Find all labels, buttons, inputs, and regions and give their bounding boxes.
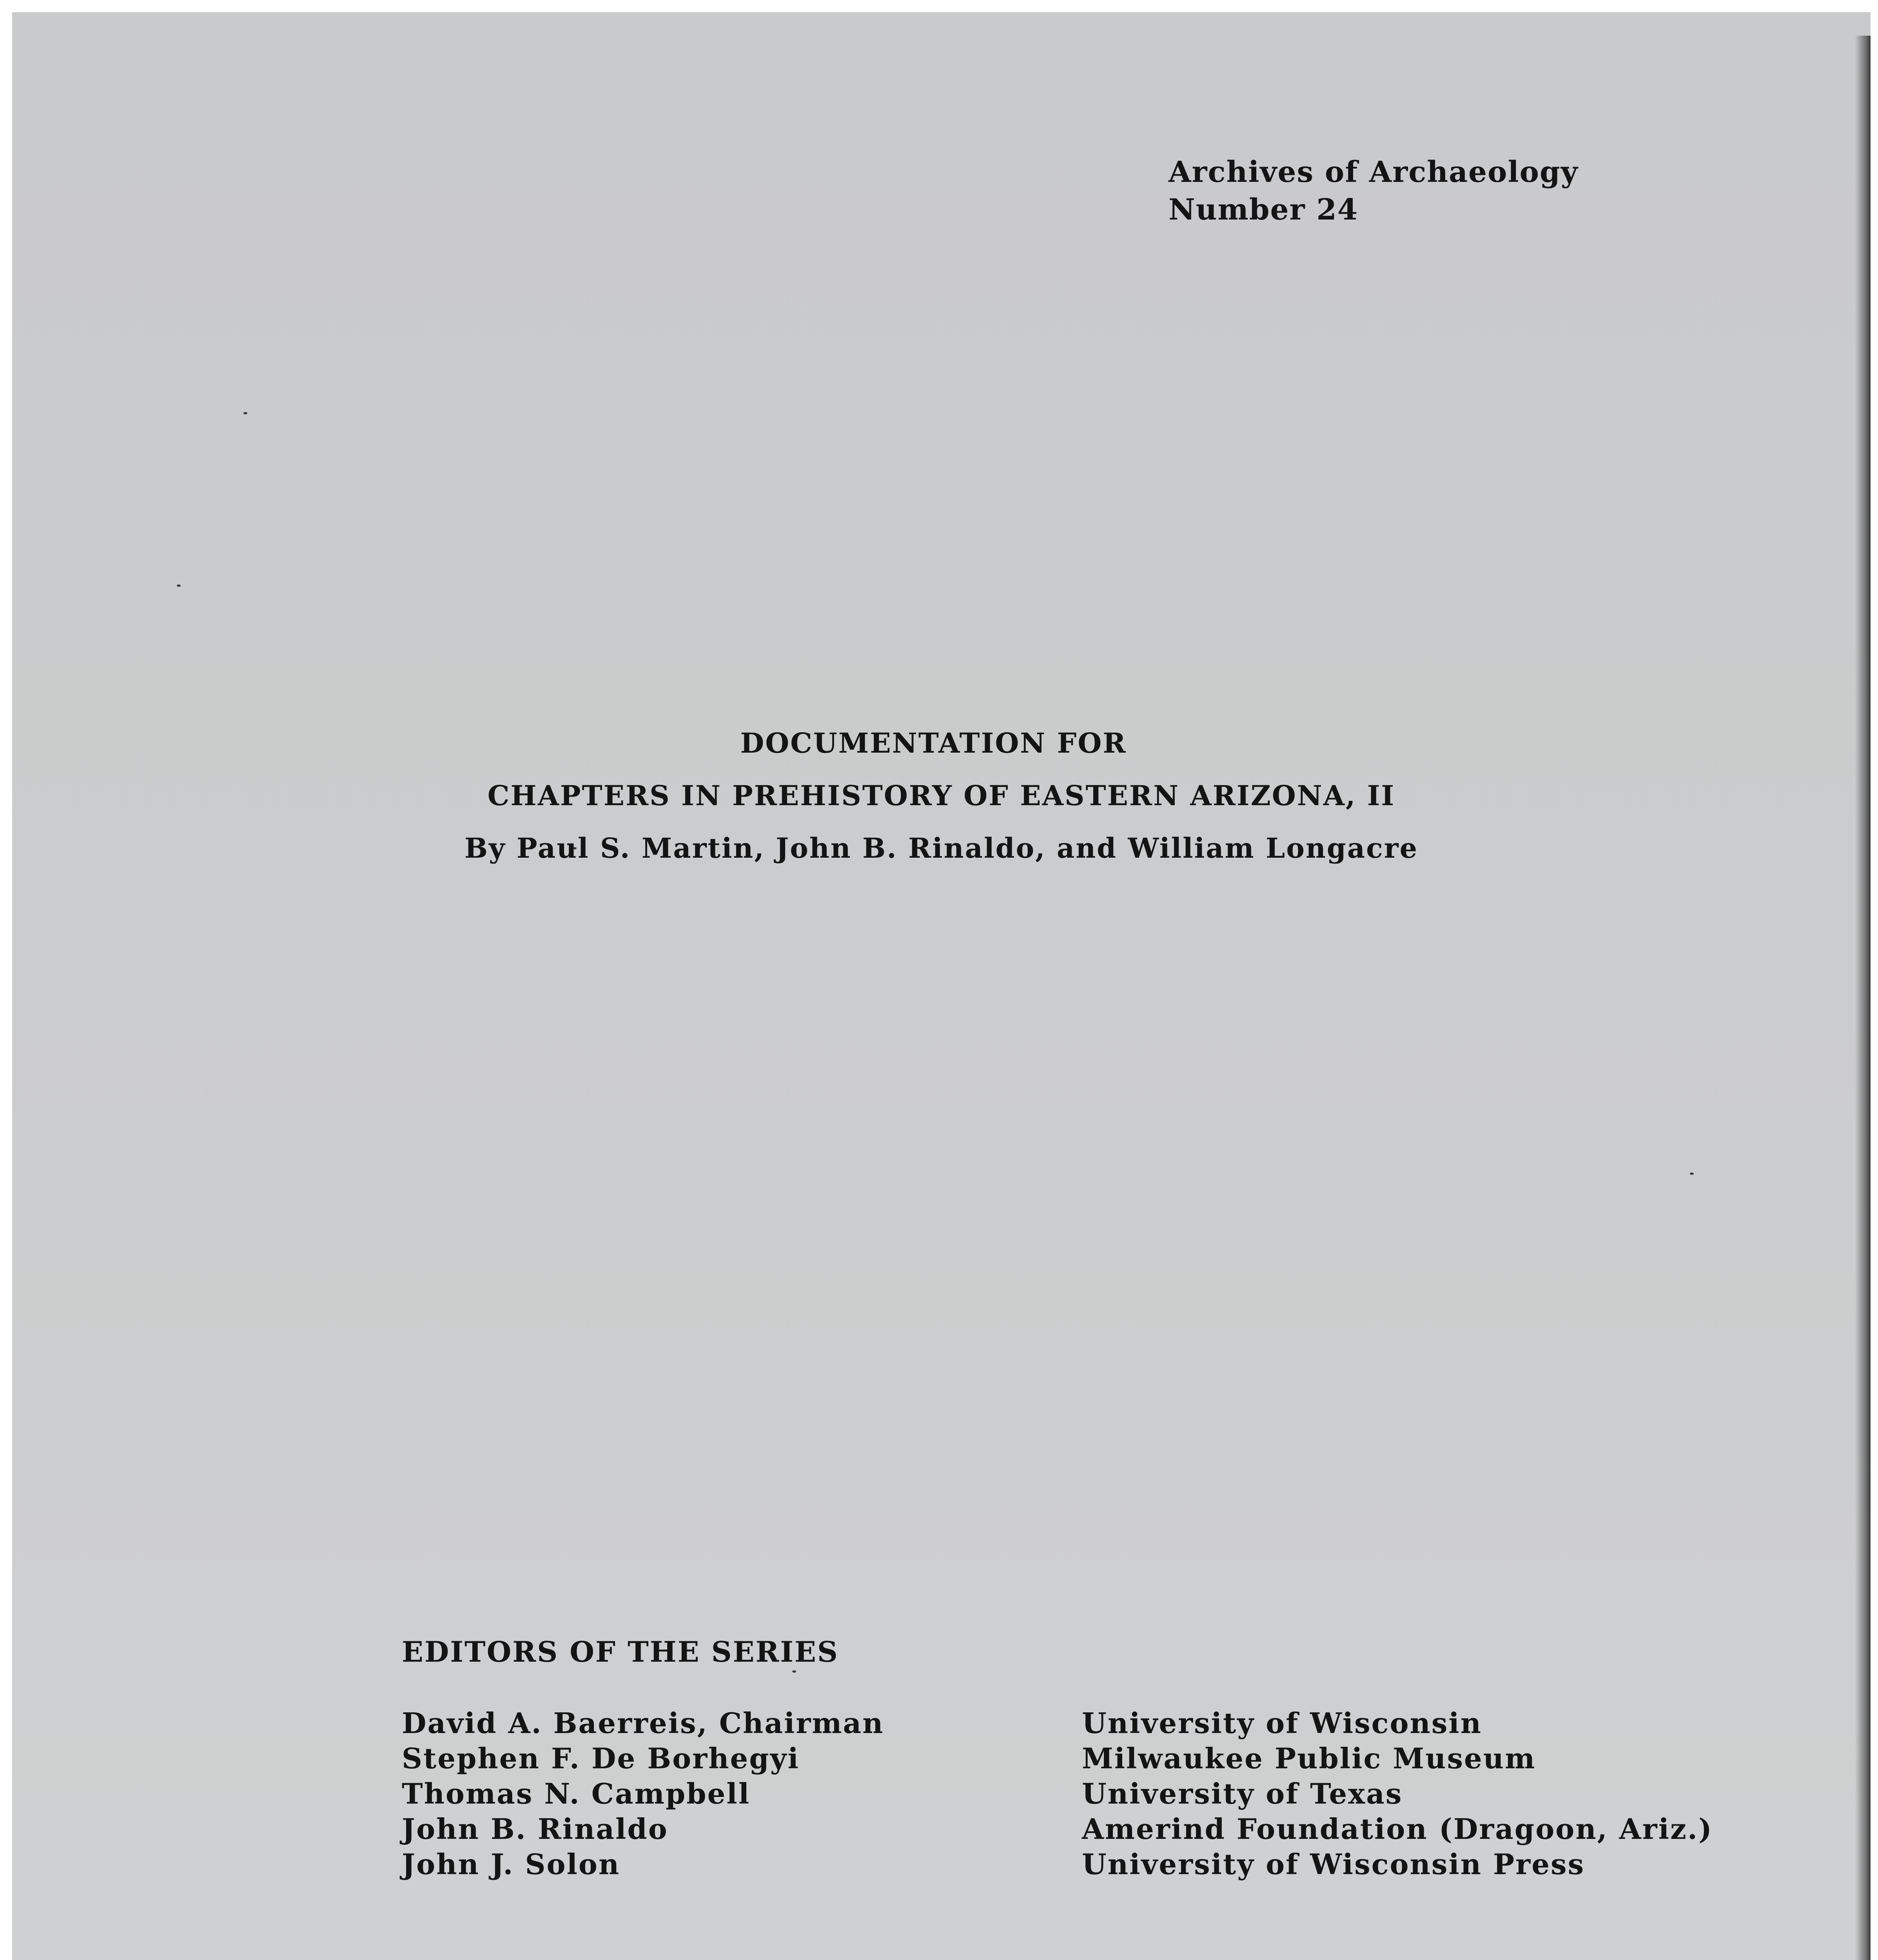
editor-name: John B. Rinaldo bbox=[402, 1812, 668, 1846]
series-info bbox=[1169, 153, 1579, 229]
page-edge-shadow bbox=[1855, 36, 1871, 1960]
title-line-1: DOCUMENTATION FOR bbox=[740, 727, 1127, 759]
title-line-2: CHAPTERS IN PREHISTORY OF EASTERN ARIZONA, II bbox=[487, 779, 1395, 812]
editor-affiliation: University of Texas bbox=[1082, 1777, 1403, 1810]
editors-heading: EDITORS OF THE SERIES bbox=[402, 1635, 839, 1668]
series-number: Number 24 bbox=[1169, 193, 1359, 227]
dust-speck bbox=[792, 1670, 796, 1673]
editor-name: David A. Baerreis, Chairman bbox=[402, 1706, 884, 1740]
editor-affiliation: Amerind Foundation (Dragoon, Ariz.) bbox=[1082, 1812, 1713, 1846]
editor-affiliation: University of Wisconsin Press bbox=[1082, 1847, 1585, 1881]
editor-affiliation: University of Wisconsin bbox=[1082, 1706, 1482, 1740]
editor-name: John J. Solon bbox=[402, 1847, 621, 1881]
dust-speck bbox=[1690, 1172, 1694, 1175]
document-page bbox=[12, 12, 1871, 1960]
series-name: Archives of Archaeology bbox=[1169, 155, 1579, 189]
editor-name: Thomas N. Campbell bbox=[402, 1777, 751, 1810]
title-block bbox=[12, 727, 1871, 864]
editor-affiliation: Milwaukee Public Museum bbox=[1082, 1742, 1536, 1775]
authors-line: By Paul S. Martin, John B. Rinaldo, and William Longacre bbox=[464, 832, 1419, 864]
editor-name: Stephen F. De Borhegyi bbox=[402, 1742, 800, 1775]
dust-speck bbox=[177, 584, 181, 587]
dust-speck bbox=[243, 412, 247, 414]
